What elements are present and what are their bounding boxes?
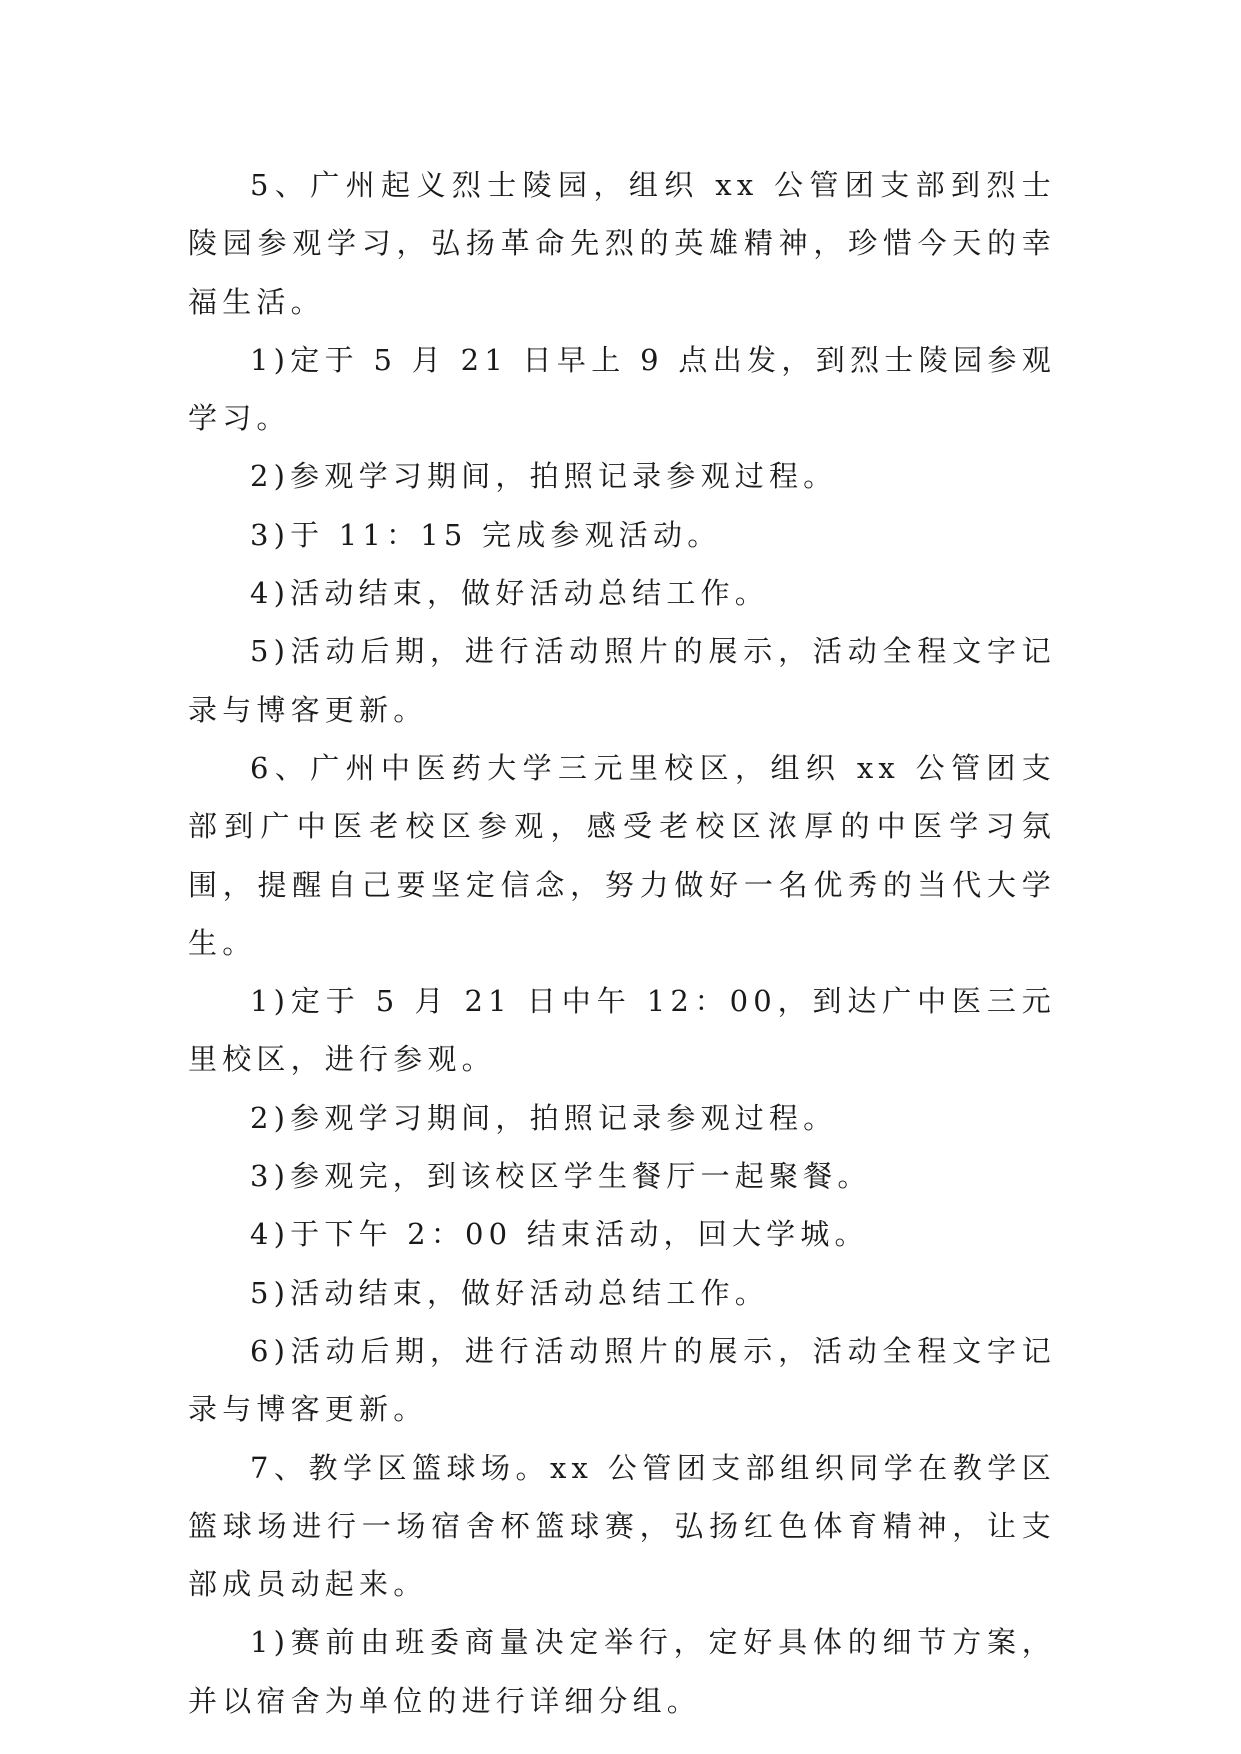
paragraph-7-heading: 7、教学区篮球场。xx 公管团支部组织同学在教学区篮球场进行一场宿舍杯篮球赛，弘扬红色体育精神，让支部成员动起来。 — [188, 1450, 1056, 1602]
paragraph-6-item-2: 2)参观学习期间，拍照记录参观过程。 — [250, 1100, 838, 1135]
paragraph-5-item-2: 2)参观学习期间，拍照记录参观过程。 — [250, 459, 838, 494]
paragraph-5-heading: 5、广州起义烈士陵园，组织 xx 公管团支部到烈士陵园参观学习，弘扬革命先烈的英雄精神，珍惜今天的幸福生活。 — [188, 168, 1056, 319]
paragraph-6-item-6: 6)活动后期，进行活动照片的展示，活动全程文字记录与博客更新。 — [188, 1333, 1056, 1427]
paragraph-5-item-5: 5)活动后期，进行活动照片的展示，活动全程文字记录与博客更新。 — [188, 634, 1056, 727]
paragraph-5-item-3: 3)于 11：15 完成参观活动。 — [250, 517, 722, 552]
paragraph-7-item-1: 1)赛前由班委商量决定举行，定好具体的细节方案，并以宿舍为单位的进行详细分组。 — [188, 1625, 1056, 1718]
paragraph-6-item-1: 1)定于 5 月 21 日中午 12：00，到达广中医三元里校区，进行参观。 — [188, 984, 1056, 1077]
document-body — [188, 156, 1056, 1730]
paragraph-5-item-1: 1)定于 5 月 21 日早上 9 点出发，到烈士陵园参观学习。 — [188, 342, 1056, 436]
paragraph-6-item-3: 3)参观完，到该校区学生餐厅一起聚餐。 — [250, 1159, 872, 1194]
paragraph-6-item-4: 4)于下午 2：00 结束活动，回大学城。 — [250, 1217, 869, 1252]
paragraph-5-item-4: 4)活动结束，做好活动总结工作。 — [250, 576, 769, 611]
paragraph-6-heading: 6、广州中医药大学三元里校区，组织 xx 公管团支部到广中医老校区参观，感受老校区浓厚的中医学习氛围，提醒自己要坚定信念，努力做好一名优秀的当代大学生。 — [188, 750, 1056, 960]
paragraph-6-item-5: 5)活动结束，做好活动总结工作。 — [250, 1275, 769, 1310]
